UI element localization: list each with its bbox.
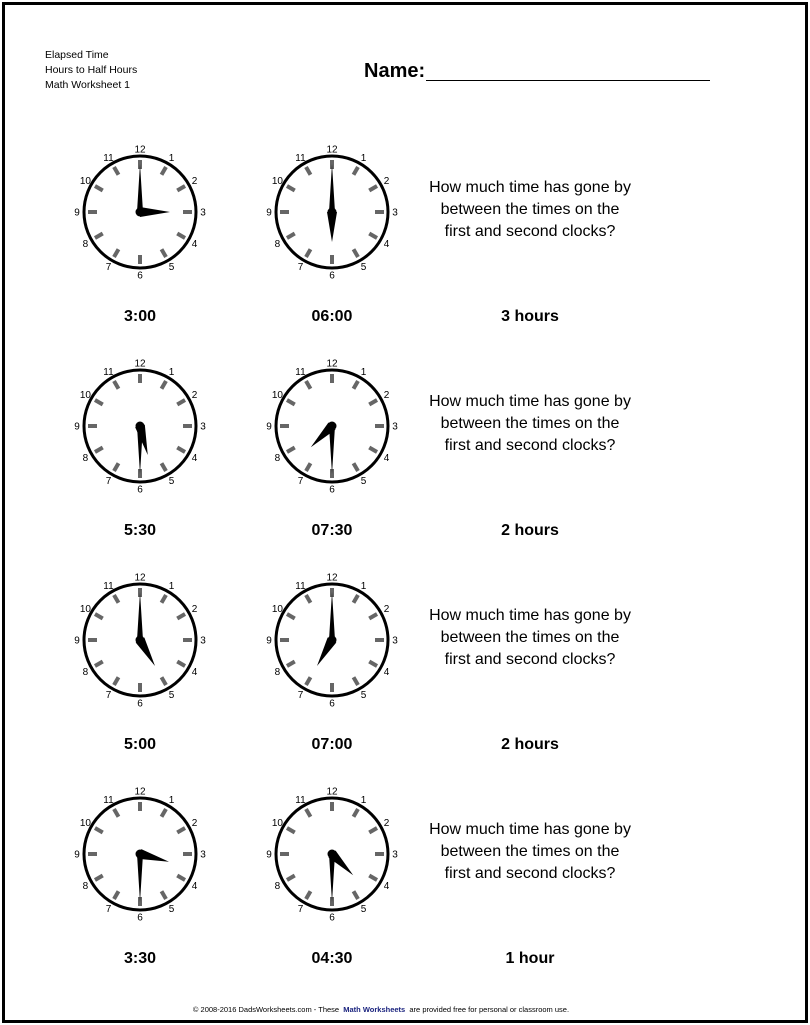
clock-number: 9 [266,207,272,219]
clock [262,142,402,282]
answer: 1 hour [505,950,555,967]
clock-number: 10 [271,176,284,187]
clock-number: 6 [137,912,143,924]
clock-number: 11 [103,794,114,806]
clock-number: 8 [82,667,89,678]
clock-time-label: 06:00 [311,308,353,325]
worksheet-topic: Hours to Half Hours [45,64,138,76]
question-line: between the times on the [440,629,620,646]
clock-number: 8 [82,239,89,250]
clock-number: 5 [168,476,175,488]
clock-number: 3 [200,849,206,861]
clock-number: 9 [74,421,80,433]
clock-time-label: 04:30 [311,950,353,967]
question-line: first and second clocks? [444,865,616,882]
clock-number: 6 [137,484,143,496]
clock-number: 12 [326,786,338,798]
clock-time-label: 5:30 [123,522,157,539]
clock-face [70,356,210,496]
clock-number: 6 [137,270,143,282]
clock-number: 2 [383,604,390,615]
clock-face [262,570,402,710]
question-line: How much time has gone by [429,821,631,838]
clock-number: 4 [383,239,390,250]
clock-time-label: 5:00 [123,736,157,753]
question [410,391,650,457]
clock-number: 4 [383,667,390,678]
clock-number: 8 [274,239,281,250]
clock-number: 3 [392,421,398,433]
clock-number: 2 [191,176,198,187]
clock-face [70,784,210,924]
answer: 3 hours [501,308,559,325]
clock-number: 5 [360,690,367,702]
clock-time-label: 07:30 [311,522,353,539]
question-line: between the times on the [440,201,620,218]
clock-number: 4 [191,881,198,892]
clock-number: 3 [392,635,398,647]
clock-number: 7 [297,476,304,488]
clock-center-pin [136,850,145,859]
clock-number: 11 [295,794,306,806]
clock-number: 12 [326,572,338,584]
clock-number: 9 [266,421,272,433]
clock [70,570,210,710]
answer: 2 hours [501,736,559,753]
clock-number: 7 [105,476,112,488]
clock-number: 3 [200,421,206,433]
clock-number: 1 [360,152,367,164]
clock-number: 3 [200,635,206,647]
clock-number: 5 [360,476,367,488]
clock-center-pin [328,422,337,431]
clock-face [262,142,402,282]
clock-number: 4 [191,239,198,250]
clock-number: 7 [105,262,112,274]
clock-number: 6 [329,270,335,282]
clock-number: 1 [168,794,175,806]
clock-number: 8 [82,453,89,464]
clock-number: 7 [105,690,112,702]
clock-face [70,142,210,282]
clock-number: 6 [329,912,335,924]
clock-number: 6 [329,484,335,496]
question [410,177,650,243]
clock-number: 11 [103,580,114,592]
clock-number: 12 [326,144,338,156]
clock [262,784,402,924]
clock-time-label: 3:30 [123,950,157,967]
answer: 2 hours [501,522,559,539]
footer-brand-link[interactable]: Math Worksheets [343,1005,406,1014]
clock-number: 2 [191,390,198,401]
clock [70,784,210,924]
clock-number: 1 [168,152,175,164]
worksheet-header [45,48,137,93]
clock-number: 10 [79,176,92,187]
clock-center-pin [328,850,337,859]
clock-number: 7 [297,690,304,702]
clock-number: 4 [383,453,390,464]
clock-number: 3 [392,849,398,861]
clock-number: 5 [168,690,175,702]
clock-number: 10 [271,604,284,615]
question-line: How much time has gone by [429,179,631,196]
clock-number: 4 [191,667,198,678]
clock-center-pin [136,422,145,431]
clock-number: 3 [200,207,206,219]
clock-number: 10 [79,818,92,829]
footer-usage: are provided free for personal or classroom use. [409,1005,570,1014]
clock-number: 8 [274,667,281,678]
clock [262,570,402,710]
clock-number: 2 [383,176,390,187]
question [410,819,650,885]
clock-number: 2 [191,604,198,615]
clock-number: 2 [383,390,390,401]
clock-center-pin [136,636,145,645]
question-line: first and second clocks? [444,651,616,668]
clock-number: 10 [79,390,92,401]
clock-number: 8 [274,881,281,892]
clock-number: 4 [191,453,198,464]
clock-number: 10 [79,604,92,615]
clock-number: 9 [266,849,272,861]
clock-face [70,570,210,710]
worksheet-subject: Elapsed Time [45,49,109,61]
clock-time-label: 07:00 [311,736,353,753]
clock-number: 3 [392,207,398,219]
clock-number: 12 [134,358,146,370]
clock-number: 5 [168,262,175,274]
question-line: How much time has gone by [429,393,631,410]
footer [0,1005,762,1014]
clock-number: 2 [191,818,198,829]
clock-number: 6 [137,698,143,710]
clock-number: 11 [295,580,306,592]
clock-number: 1 [360,794,367,806]
clock-number: 7 [105,904,112,916]
clock-number: 5 [360,904,367,916]
clock-number: 9 [266,635,272,647]
clock-number: 11 [295,152,306,164]
clock-center-pin [328,636,337,645]
clock-time-label: 3:00 [123,308,157,325]
question-line: first and second clocks? [444,223,616,240]
clock-number: 8 [274,453,281,464]
clock-number: 1 [168,580,175,592]
clock-number: 4 [383,881,390,892]
clock-number: 11 [295,366,306,378]
clock-number: 7 [297,904,304,916]
clock-center-pin [328,208,337,217]
clock-number: 1 [360,580,367,592]
clock-number: 12 [134,572,146,584]
clock-number: 2 [383,818,390,829]
question [410,605,650,671]
name-input-line[interactable] [426,80,710,81]
clock [70,142,210,282]
clock [70,356,210,496]
clock-number: 12 [134,144,146,156]
clock-number: 12 [326,358,338,370]
question-line: How much time has gone by [429,607,631,624]
clock [262,356,402,496]
clock-number: 10 [271,818,284,829]
clock-center-pin [136,208,145,217]
question-line: between the times on the [440,415,620,432]
clock-face [262,356,402,496]
clock-number: 9 [74,207,80,219]
clock-number: 1 [168,366,175,378]
clock-number: 10 [271,390,284,401]
footer-copyright: © 2008-2016 DadsWorksheets.com - These [192,1005,340,1014]
clock-number: 6 [329,698,335,710]
clock-number: 9 [74,849,80,861]
clock-number: 12 [134,786,146,798]
name-label: Name: [364,60,426,82]
clock-number: 5 [168,904,175,916]
worksheet-number: Math Worksheet 1 [45,79,131,91]
clock-number: 5 [360,262,367,274]
clock-number: 11 [103,366,114,378]
question-line: first and second clocks? [444,437,616,454]
clock-face [262,784,402,924]
clock-number: 11 [103,152,114,164]
clock-number: 1 [360,366,367,378]
clock-number: 9 [74,635,80,647]
clock-number: 8 [82,881,89,892]
question-line: between the times on the [440,843,620,860]
clock-number: 7 [297,262,304,274]
